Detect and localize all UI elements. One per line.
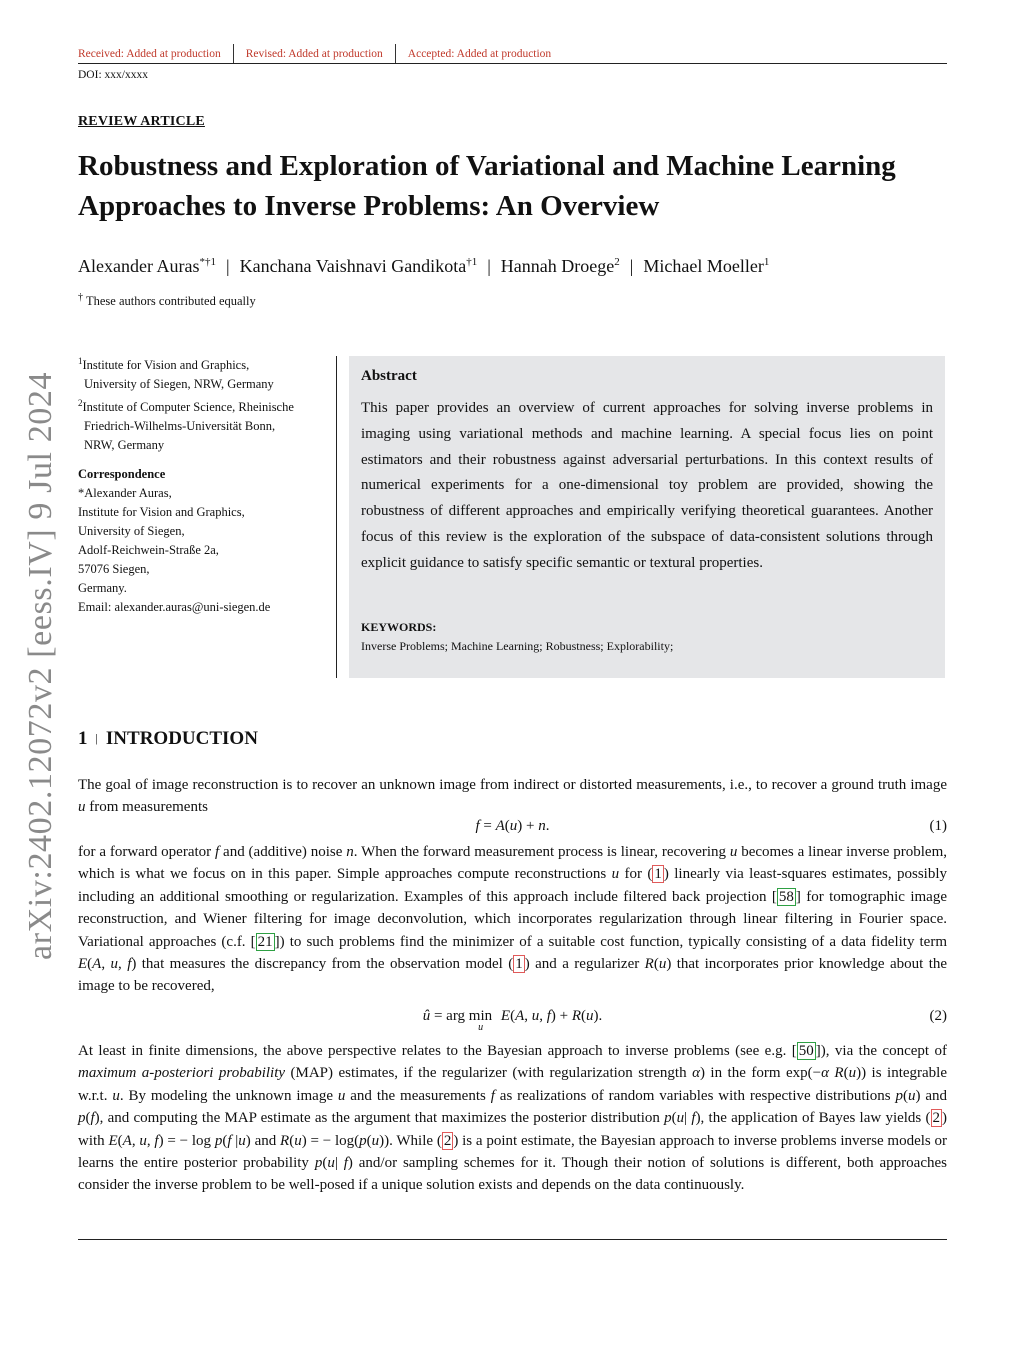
correspondence-email[interactable]: Email: alexander.auras@uni-siegen.de [78,600,271,615]
author-separator: | [629,256,634,276]
affiliation [78,394,328,455]
header-rule [78,63,947,64]
equation-number: (2) [929,1008,947,1024]
equal-contribution-note [78,292,256,309]
correspondence-line: Germany. [78,581,127,596]
divider [233,44,234,64]
body-paragraph: At least in finite dimensions, the above perspective relates to the Bayesian approach to inverse problems (see e.g. [ 50 ]), via the concept of maximum a-posteriori probability (MAP) estimates, if the regularizer (with regularization strength α) in the form exp(−α R(u)) is integrable w.r.t. u. By modeling the unknown image u and the measurements f as realizations of random variables with respective distributions p(u) and p(f), and computing the MAP estimate as the argument that maximizes the posterior distribution p(u| f), the application of Bayes law yields ( 2 ) with E(A, u, f) = − log p(f |u) and R(u) = − log(p(u)). While ( 2 ) is a point estimate, the Bayesian approach to inverse problems inverse models or learns the entire posterior probability p(u| f) and/or sampling schemes for it. Though their notion of solutions is different, both approaches consider the inverse problem to be well-posed if a unique solution exists and depends on the data continuously. [78,1043,948,1194]
abstract-heading: Abstract [361,368,417,384]
dagger-mark: † [78,292,83,303]
affiliation-line: Friedrich-Wilhelms-Universität Bonn, [84,419,276,434]
affiliation-line: University of Siegen, NRW, Germany [84,377,274,392]
section-number: 1 [78,728,88,749]
revised-date: Revised: Added at production [245,48,383,60]
section-separator: | [95,731,98,745]
affiliation-number: 2 [78,398,83,409]
author-separator: | [225,256,230,276]
equation-number: (1) [929,818,947,834]
author-name: Alexander Auras [78,256,200,276]
correspondence-heading: Correspondence [78,467,166,482]
accepted-date: Accepted: Added at production [407,48,552,60]
keywords: Inverse Problems; Machine Learning; Robustness; Explorability; [361,639,674,653]
author-separator: | [487,256,491,276]
section-title: INTRODUCTION [105,728,258,749]
correspondence-line: University of Siegen, [78,524,185,539]
citation-link[interactable]: 21 [257,933,273,950]
correspondence-line: Institute for Vision and Graphics, [78,505,245,520]
affiliation-number: 1 [78,356,83,366]
correspondence-line: Adolf-Reichwein-Straße 2a, [78,543,219,558]
author-list [78,256,769,277]
author-marks: *†1 [199,256,216,268]
paper-title: Robustness and Exploration of Variational and Machine Learning Approaches to Inverse Problems: An Overview [78,150,896,222]
received-date: Received: Added at production [78,48,221,60]
correspondence-line: *Alexander Auras, [78,486,172,501]
body-paragraph: The goal of image reconstruction is to recover an unknown image from indirect or distorted measurements, i.e., to recover a ground truth image u from measurements [78,777,947,816]
keywords-heading: KEYWORDS: [361,620,437,634]
history-line [78,44,551,64]
citation-link[interactable]: 58 [778,888,794,905]
affiliation-line: Institute of Computer Science, Rheinische [82,400,294,415]
equation-body: f = A(u) + n. [475,818,550,834]
equation-link[interactable]: 2 [932,1110,940,1127]
body-paragraph: for a forward operator f and (additive) noise n. When the forward measurement process is linear, recovering u becomes a linear inverse problem, which is what we focus on in this paper. Simple approaches compute reconstructions u for ( 1 ) linearly via least-squares estimates, possibly including an additional smoothing or regularization. Examples of this approach include filtered back projection [ 58 ] for tomographic image reconstruction, and Wiener filtering for image deconvolution, which incorporates regularization through linear filtering in Fourier space. Variational approaches (c.f. [ 21 ]) to such problems find the minimizer of a suitable cost function, typically consisting of a data fidelity term E(A, u, f) that measures the discrepancy from the observation model ( 1 ) and a regularizer R(u) that incorporates prior knowledge about the image to be recovered, [78,844,948,995]
affiliations-column [78,352,328,617]
equation-1 [78,818,947,840]
equation-2 [78,1008,947,1033]
equation-link[interactable]: 1 [654,866,662,883]
author-name: Kanchana Vaishnavi Gandikota [239,256,467,276]
equation-link[interactable]: 1 [515,956,523,973]
section-heading [78,728,258,750]
column-divider [336,356,337,678]
divider [395,44,396,64]
author-marks: †1 [466,256,478,268]
equal-contribution-text: These authors contributed equally [86,294,256,309]
affiliation [78,352,328,394]
footer-rule [78,1239,947,1240]
correspondence-line: 57076 Siegen, [78,562,150,577]
doi[interactable]: DOI: xxx/xxxx [78,69,148,81]
abstract-text: This paper provides an overview of current approaches for solving inverse problems in imaging using variational methods and machine learning. A special focus lies on point estimators and their robustness against adversarial perturbations. In this context results of numerical experiments for a one-dimensional toy problem are provided, showing the robustness of different approaches and empirically verifying theoretical guarantees. Another focus of this review is the exploration of the subspace of data-consistent solutions through explicit guidance to satisfy specific semantic or textural properties. [361,400,933,571]
arxiv-stamp: arXiv:2402.12072v2 [eess.IV] 9 Jul 2024 [22,371,59,960]
author-marks: 1 [763,256,770,268]
equation-link[interactable]: 2 [443,1132,452,1149]
author-name: Hannah Droege [500,256,615,276]
citation-link[interactable]: 50 [798,1043,814,1059]
author-name: Michael Moeller [643,256,764,276]
author-marks: 2 [614,256,620,268]
affiliation-line: Institute for Vision and Graphics, [82,358,250,373]
article-type: REVIEW ARTICLE [78,114,205,129]
equation-body: û = arg $\min_u E(A$, u, f) + R(u). [422,1008,603,1033]
affiliation-line: NRW, Germany [84,438,165,453]
